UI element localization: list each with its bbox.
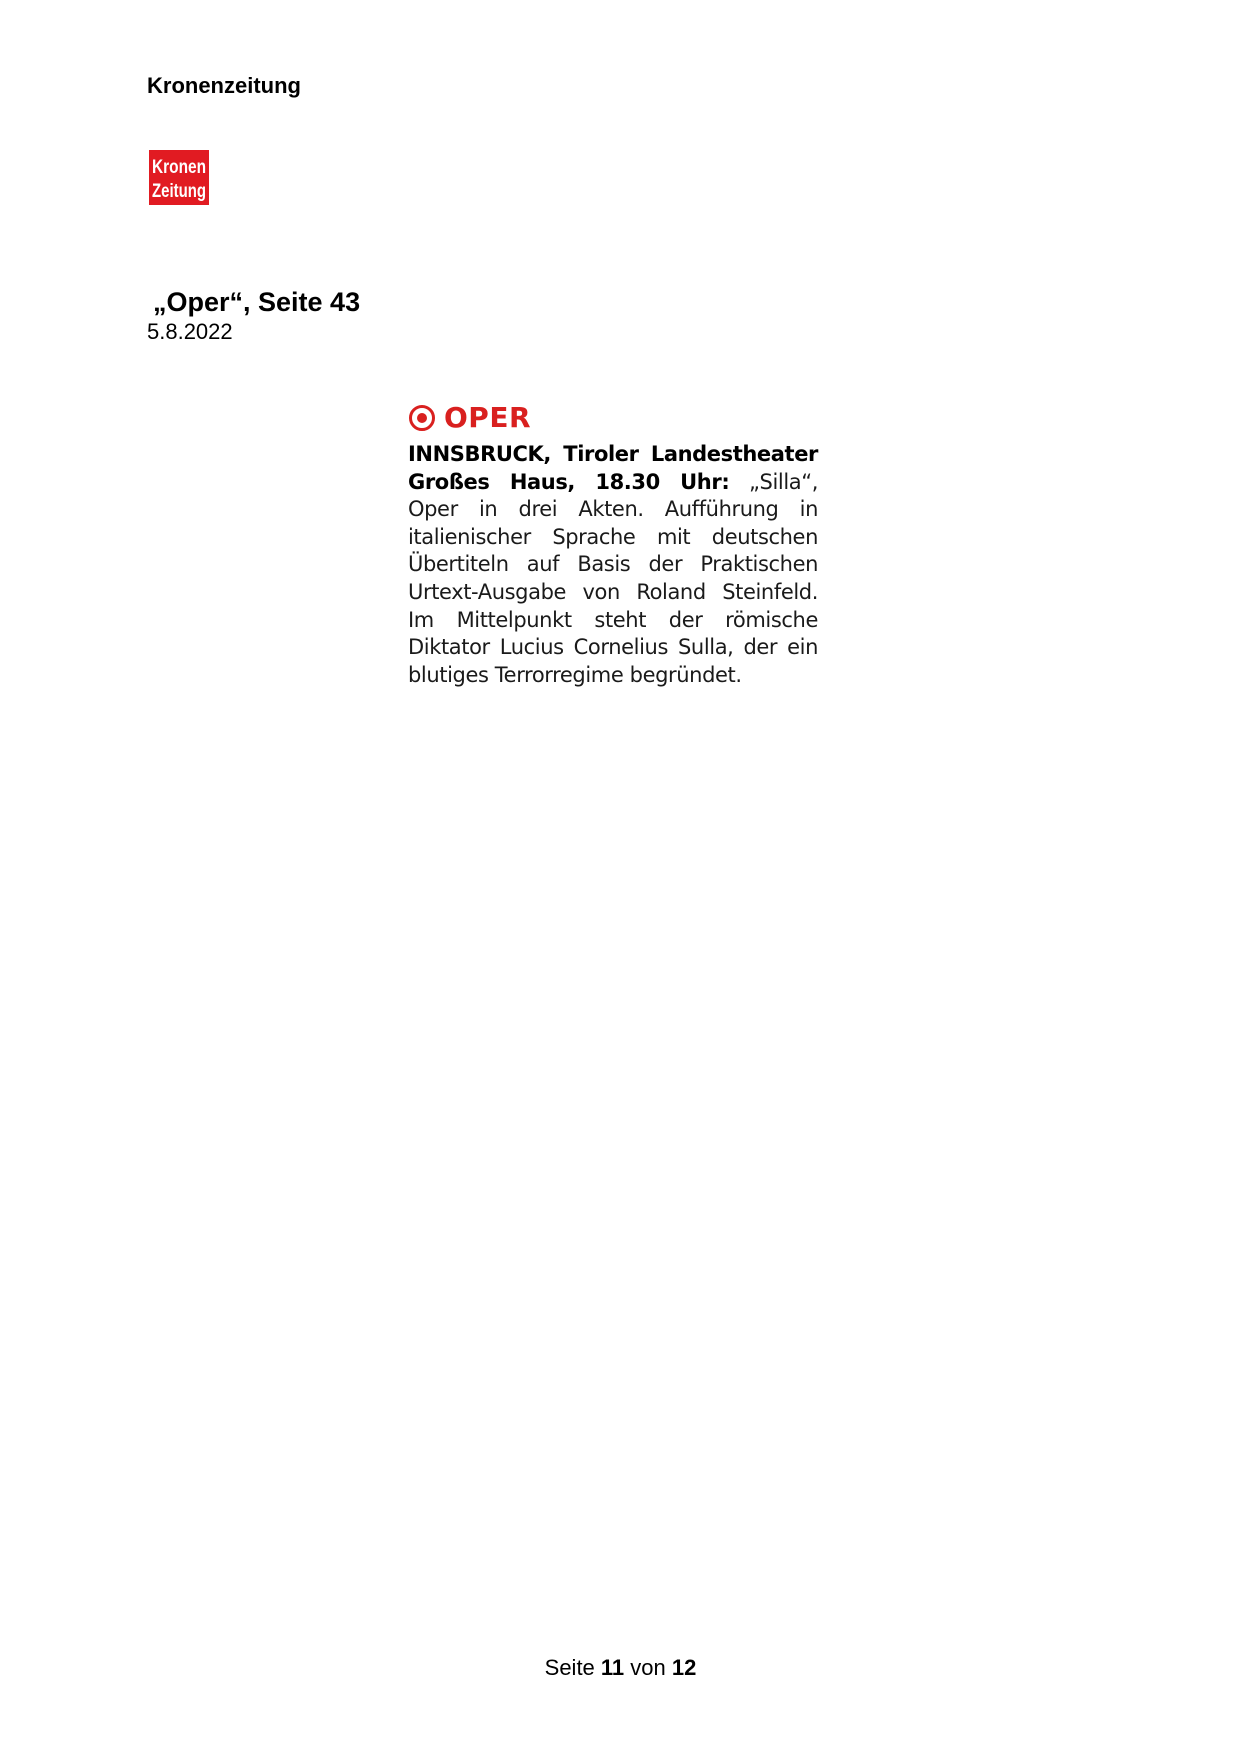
source-name: Kronenzeitung bbox=[147, 73, 301, 98]
clipping-text bbox=[408, 441, 818, 689]
article-title: „Oper“, Seite 43 bbox=[153, 287, 361, 317]
logo-line-2: Zeitung bbox=[152, 181, 206, 202]
footer-middle: von bbox=[624, 1655, 672, 1680]
current-page: 11 bbox=[600, 1655, 625, 1680]
clipping-header bbox=[408, 398, 818, 438]
clipping-lead: INNSBRUCK, Tiroler Landestheater Großes Haus, 18.30 Uhr: bbox=[408, 442, 818, 494]
clipping-heading: OPER bbox=[444, 401, 532, 434]
article-date: 5.8.2022 bbox=[147, 319, 233, 344]
clipping-body: „Silla“, Oper in drei Akten. Aufführung in italienischer Sprache mit deutschen Übertiteln auf Basis der Praktischen Urtext-Ausgabe von Roland Steinfeld. Im Mittelpunkt steht der römische Diktator Lucius Cornelius Sulla, der ein blutiges Terrorregime begründet. bbox=[408, 469, 818, 687]
page-number-footer bbox=[0, 1654, 1241, 1682]
newspaper-clipping bbox=[408, 398, 818, 689]
target-circle-icon bbox=[408, 404, 436, 432]
logo-graphic bbox=[149, 150, 209, 205]
kronen-zeitung-logo bbox=[149, 150, 209, 205]
logo-line-1: Kronen bbox=[152, 157, 206, 178]
total-pages: 12 bbox=[671, 1655, 697, 1680]
footer-prefix: Seite bbox=[544, 1655, 601, 1680]
